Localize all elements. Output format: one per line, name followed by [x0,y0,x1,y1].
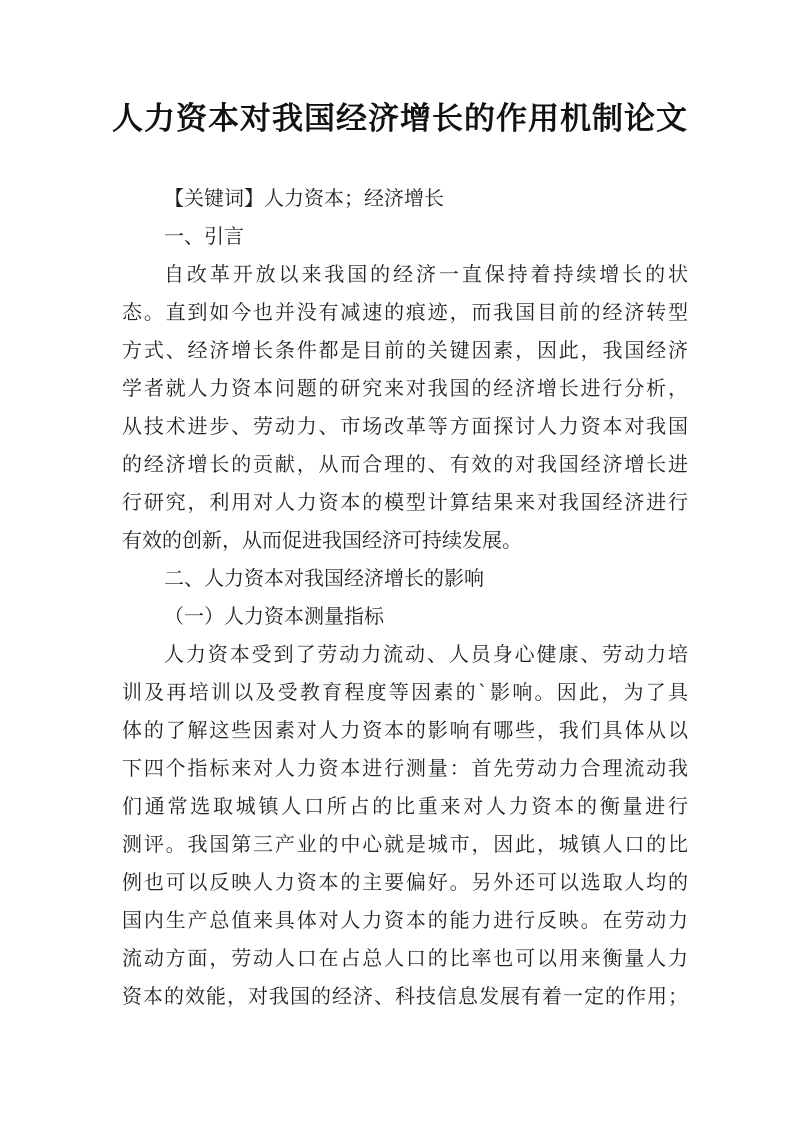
paragraph-line: 资本的效能，对我国的经济、科技信息发展有着一定的作用； [122,984,688,1008]
document-body [122,179,688,1015]
paragraph-line: 例也可以反映人力资本的主要偏好。另外还可以选取人均的 [122,870,688,894]
paragraph-line: 国内生产总值来具体对人力资本的能力进行反映。在劳动力 [122,908,688,932]
paragraph-line: 有效的创新，从而促进我国经济可持续发展。 [122,528,522,552]
paragraph-line: 测评。我国第三产业的中心就是城市，因此，城镇人口的比 [122,832,688,856]
paragraph-line: 方式、经济增长条件都是目前的关键因素，因此，我国经济 [122,338,688,362]
paragraph-line: 态。直到如今也并没有减速的痕迹，而我国目前的经济转型 [122,300,688,324]
paragraph-line: 二、人力资本对我国经济增长的影响 [164,566,484,590]
paragraph-line: 【关键词】人力资本；经济增长 [164,186,444,210]
paragraph-line: 一、引言 [164,224,244,248]
paragraph-line: 自改革开放以来我国的经济一直保持着持续增长的状 [164,262,688,286]
paragraph-line: 下四个指标来对人力资本进行测量：首先劳动力合理流动我 [122,756,688,780]
paragraph-line: 行研究，利用对人力资本的模型计算结果来对我国经济进行 [122,490,688,514]
paragraph-line: 学者就人力资本问题的研究来对我国的经济增长进行分析， [122,376,688,400]
paragraph-line: 流动方面，劳动人口在占总人口的比率也可以用来衡量人力 [122,946,688,970]
paragraph-line: 的经济增长的贡献，从而合理的、有效的对我国经济增长进 [122,452,688,476]
paragraph-line: 们通常选取城镇人口所占的比重来对人力资本的衡量进行 [122,794,688,818]
paragraph-line: 训及再培训以及受教育程度等因素的`影响。因此，为了具 [122,680,688,704]
document-title: 人力资本对我国经济增长的作用机制论文 [112,101,688,137]
paragraph-line: （一）人力资本测量指标 [164,604,384,628]
paragraph-line: 人力资本受到了劳动力流动、人员身心健康、劳动力培 [164,642,688,666]
paragraph-line: 从技术进步、劳动力、市场改革等方面探讨人力资本对我国 [122,414,688,438]
paragraph-line: 体的了解这些因素对人力资本的影响有哪些，我们具体从以 [122,718,688,742]
